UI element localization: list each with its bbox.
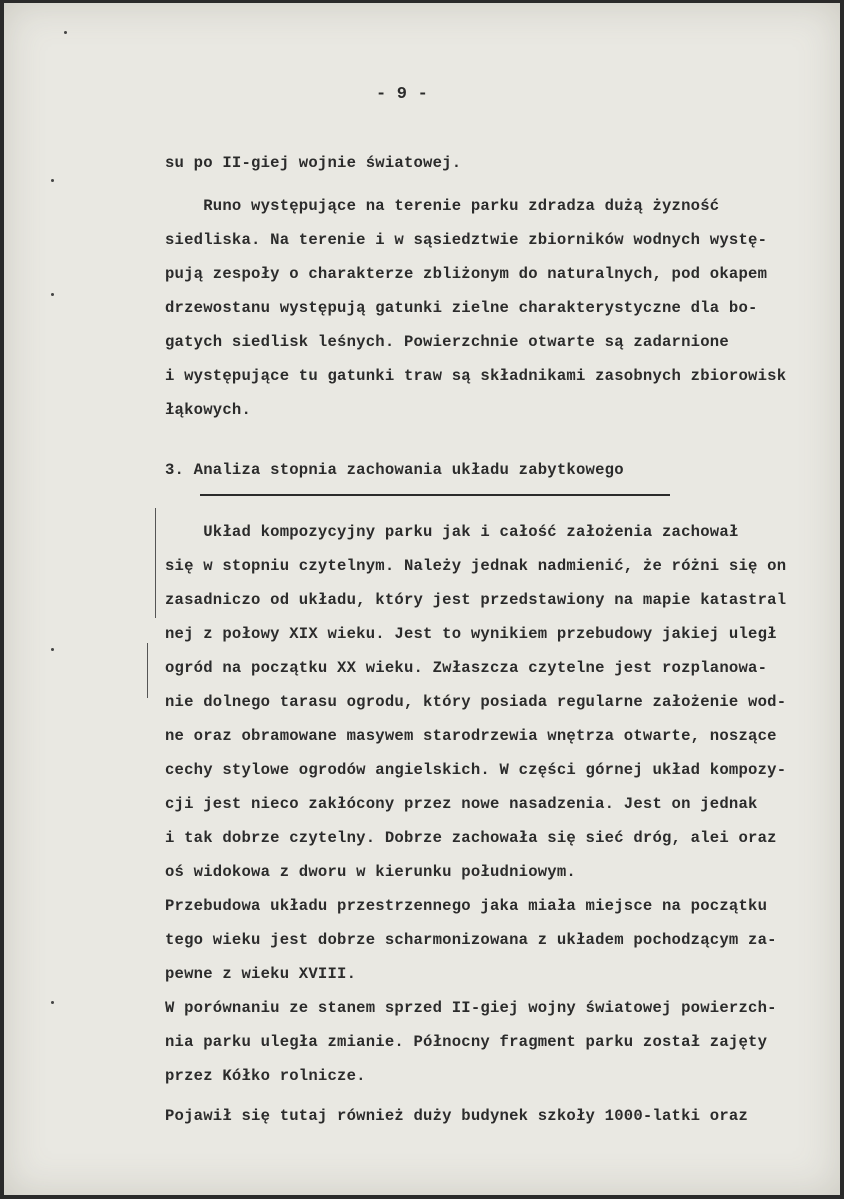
text-line: nie dolnego tarasu ogrodu, który posiada regularne założenie wod- [165, 693, 787, 711]
text-line: Pojawił się tutaj również duży budynek szkoły 1000-latki oraz [165, 1107, 749, 1125]
paper-speck [51, 648, 54, 651]
text-line: ogród na początku XX wieku. Zwłaszcza czytelne jest rozplanowa- [165, 659, 768, 677]
text-line: cji jest nieco zakłócony przez nowe nasadzenia. Jest on jednak [165, 795, 758, 813]
text-line: W porównaniu ze stanem sprzed II-giej wojny światowej powierzch- [165, 999, 777, 1017]
text-line: su po II-giej wojnie światowej. [165, 154, 462, 172]
text-line: Układ kompozycyjny parku jak i całość założenia zachował [165, 523, 739, 541]
margin-mark [147, 643, 148, 698]
heading-underline [200, 494, 670, 496]
paper-speck [51, 179, 54, 182]
document-page [4, 3, 840, 1195]
margin-mark [155, 508, 156, 618]
text-line: zasadniczo od układu, który jest przedstawiony na mapie katastral [165, 591, 787, 609]
text-line: oś widokowa z dworu w kierunku południowym. [165, 863, 576, 881]
text-line: Przebudowa układu przestrzennego jaka miała miejsce na początku [165, 897, 768, 915]
text-line: ne oraz obramowane masywem starodrzewia wnętrza otwarte, noszące [165, 727, 777, 745]
text-line: i tak dobrze czytelny. Dobrze zachowała się sieć dróg, alei oraz [165, 829, 777, 847]
text-line: się w stopniu czytelnym. Należy jednak nadmienić, że różni się on [165, 557, 787, 575]
page-number: - 9 - [376, 85, 429, 104]
text-line: nej z połowy XIX wieku. Jest to wynikiem przebudowy jakiej uległ [165, 625, 777, 643]
text-line: nia parku uległa zmianie. Północny fragment parku został zajęty [165, 1033, 768, 1051]
text-line: siedliska. Na terenie i w sąsiedztwie zbiorników wodnych wystę- [165, 231, 768, 249]
text-line: drzewostanu występują gatunki zielne charakterystyczne dla bo- [165, 299, 758, 317]
text-line: gatych siedlisk leśnych. Powierzchnie otwarte są zadarnione [165, 333, 729, 351]
text-line: pewne z wieku XVIII. [165, 965, 357, 983]
text-line: tego wieku jest dobrze scharmonizowana z układem pochodzącym za- [165, 931, 777, 949]
text-line: łąkowych. [165, 401, 252, 419]
text-line: Runo występujące na terenie parku zdradza dużą żyzność [165, 197, 720, 215]
text-line: i występujące tu gatunki traw są składnikami zasobnych zbiorowisk [165, 367, 787, 385]
paper-speck [51, 1001, 54, 1004]
text-line: pują zespoły o charakterze zbliżonym do naturalnych, pod okapem [165, 265, 768, 283]
text-line: cechy stylowe ogrodów angielskich. W części górnej układ kompozy- [165, 761, 787, 779]
section-heading: 3. Analiza stopnia zachowania układu zabytkowego [165, 461, 624, 479]
paper-speck [51, 293, 54, 296]
paper-speck [64, 31, 67, 34]
text-line: przez Kółko rolnicze. [165, 1067, 366, 1085]
